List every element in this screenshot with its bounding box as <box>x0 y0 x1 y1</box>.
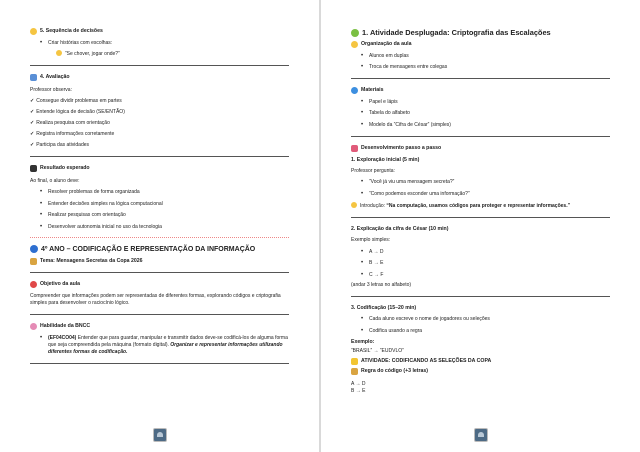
section-4-intro: Professor observa: <box>30 86 72 93</box>
list-item: • Realizar pesquisas com orientação <box>40 212 289 219</box>
divider <box>30 314 289 315</box>
bulb-icon <box>30 28 37 35</box>
divider <box>30 363 289 364</box>
list-item: • “Você já viu uma mensagem secreta?” <box>361 179 610 186</box>
list-item: • Entender decisões simples na lógica computacional <box>40 201 289 208</box>
org-title: Organização da aula <box>361 41 412 47</box>
check-item <box>30 131 289 138</box>
step-3-title: 3. Codificação (15–20 min) <box>351 304 417 311</box>
checklist <box>30 98 289 149</box>
section-4-title: 4. Avaliação <box>40 73 70 80</box>
check-item <box>30 98 289 105</box>
activity-heading <box>351 358 610 365</box>
objective-heading <box>30 281 289 288</box>
list-item: • Resolver problemas de forma organizada <box>40 189 289 196</box>
brain-icon <box>30 323 37 330</box>
document-page-right <box>321 0 640 452</box>
divider <box>30 156 289 157</box>
list-item: • C → F <box>361 272 610 279</box>
divider <box>30 65 289 66</box>
green-circle-icon <box>351 29 359 37</box>
example-text: “BRASIL” → “EUDVLO” <box>351 347 404 354</box>
org-heading <box>351 41 610 48</box>
check-item-text: Realiza pesquisa com orientação <box>36 119 110 126</box>
check-icon: ✓ <box>30 119 35 126</box>
step-1-title: 1. Exploração inicial (5 min) <box>351 156 420 163</box>
check-item-text: Entende lógica de decisão (SE/ENTÃO) <box>36 108 125 115</box>
materials-heading <box>351 87 610 94</box>
introduction-label: Introdução: <box>360 202 386 209</box>
document-page-left <box>0 0 319 452</box>
divider <box>351 78 610 79</box>
list-item: • B → E <box>361 260 610 267</box>
result-intro: Ao final, o aluno deve: <box>30 177 80 184</box>
keyboard-icon <box>30 165 37 172</box>
check-item-text: Consegue dividir problemas em partes <box>36 97 122 104</box>
bncc-text: Entender que para guardar, manipular e transmitir dados deve-se codificá-los de alguma forma que seja compreendida pela máquina (formato digital). <box>48 334 288 348</box>
school-logo <box>153 428 167 442</box>
step-2-note: (andar 3 letras no alfabeto) <box>351 281 412 288</box>
result-heading <box>30 165 289 172</box>
section-5-heading <box>30 28 289 35</box>
list-item <box>40 335 289 356</box>
check-icon: ✓ <box>30 130 35 137</box>
blue-circle-icon <box>30 245 38 253</box>
result-title: Resultado esperado <box>40 164 90 171</box>
list-item: • Tabela do alfabeto <box>361 110 610 117</box>
rule-title: Regra do código (+3 letras) <box>361 368 429 375</box>
check-item-text: Registra informações corretamente <box>36 130 115 137</box>
pointing-hand-icon <box>56 50 62 56</box>
alert-icon <box>351 358 358 365</box>
divider <box>351 217 610 218</box>
bncc-code: (EF04CO04) <box>48 334 77 341</box>
hourglass-icon <box>30 258 37 265</box>
step-2-intro: Exemplo simples: <box>351 236 391 243</box>
introduction-text: “Na computação, usamos códigos para proteger e representar informações.” <box>386 202 571 209</box>
divider <box>351 136 610 137</box>
introduction-line <box>351 202 610 210</box>
main-title: 1. Atividade Desplugada: Criptografia das Escalações <box>362 28 551 37</box>
development-heading <box>351 145 610 152</box>
theme-heading <box>30 258 289 265</box>
section-5-title: 5. Sequência de decisões <box>40 28 103 34</box>
check-item <box>30 142 289 149</box>
step-2-title: 2. Explicação da cifra de César (10 min) <box>351 225 449 232</box>
check-icon: ✓ <box>30 108 35 115</box>
activity-title: ATIVIDADE: CODIFICANDO AS SELEÇÕES DA COPA <box>361 358 492 365</box>
list-item: • Papel e lápis <box>361 99 610 106</box>
bulb-icon <box>351 41 358 48</box>
divider <box>30 272 289 273</box>
section-4-heading <box>30 74 289 81</box>
example-label: Exemplo: <box>351 338 375 345</box>
check-icon: ✓ <box>30 97 35 104</box>
bncc-title: Habilidade da BNCC <box>40 323 91 330</box>
chart-icon <box>30 74 37 81</box>
divider <box>351 296 610 297</box>
dotted-divider <box>30 237 289 238</box>
check-item-text: Participa das atividades <box>36 141 90 148</box>
materials-title: Materiais <box>361 87 384 93</box>
pointing-hand-icon <box>351 202 357 208</box>
list-item: • “Como podemos esconder uma informação?” <box>361 191 610 198</box>
list-item: • Desenvolver autonomia inicial no uso da tecnologia <box>40 224 289 231</box>
check-icon: ✓ <box>30 141 35 148</box>
grade-heading <box>30 245 289 254</box>
list-item: • Criar histórias com escolhas: <box>40 40 289 47</box>
school-logo <box>474 428 488 442</box>
list-item: • Cada aluno escreve o nome de jogadores ou seleções <box>361 316 610 323</box>
list-item: • A → D <box>361 249 610 256</box>
theme-title: Tema: Mensagens Secretas da Copa 2026 <box>40 257 143 264</box>
example-line <box>30 50 289 58</box>
list-item: • Codifica usando a regra <box>361 328 610 335</box>
grade-title: 4º ANO – CODIFICAÇÃO E REPRESENTAÇÃO DA INFORMAÇÃO <box>41 245 256 253</box>
rule-line: B → E <box>351 388 366 395</box>
objective-text: Compreender que informações podem ser representadas de diferentes formas, explorando códigos e criptografia simples para desenvolver o raciocínio lógico. <box>30 292 281 307</box>
check-circle-icon <box>351 87 358 94</box>
check-item <box>30 120 289 127</box>
target-icon <box>30 281 37 288</box>
rocket-icon <box>351 145 358 152</box>
list-item: • Modelo da “Cifra de César” (simples) <box>361 122 610 129</box>
check-item <box>30 109 289 116</box>
list-item: • Alunos em duplas <box>361 53 610 60</box>
objective-title: Objetivo da aula <box>40 280 81 287</box>
bncc-emphasis: Organizar e representar informações utilizando diferentes formas de codificação. <box>48 341 283 355</box>
bncc-heading <box>30 323 289 330</box>
hourglass-icon <box>351 368 358 375</box>
rule-heading <box>351 368 610 375</box>
rule-line: A → D <box>351 381 366 388</box>
list-item: • Troca de mensagens entre colegas <box>361 64 610 71</box>
development-title: Desenvolvimento passo a passo <box>361 144 442 151</box>
step-1-intro: Professor pergunta: <box>351 167 395 174</box>
main-heading <box>351 28 610 37</box>
example-text: “Se chover, jogar onde?” <box>65 50 120 57</box>
